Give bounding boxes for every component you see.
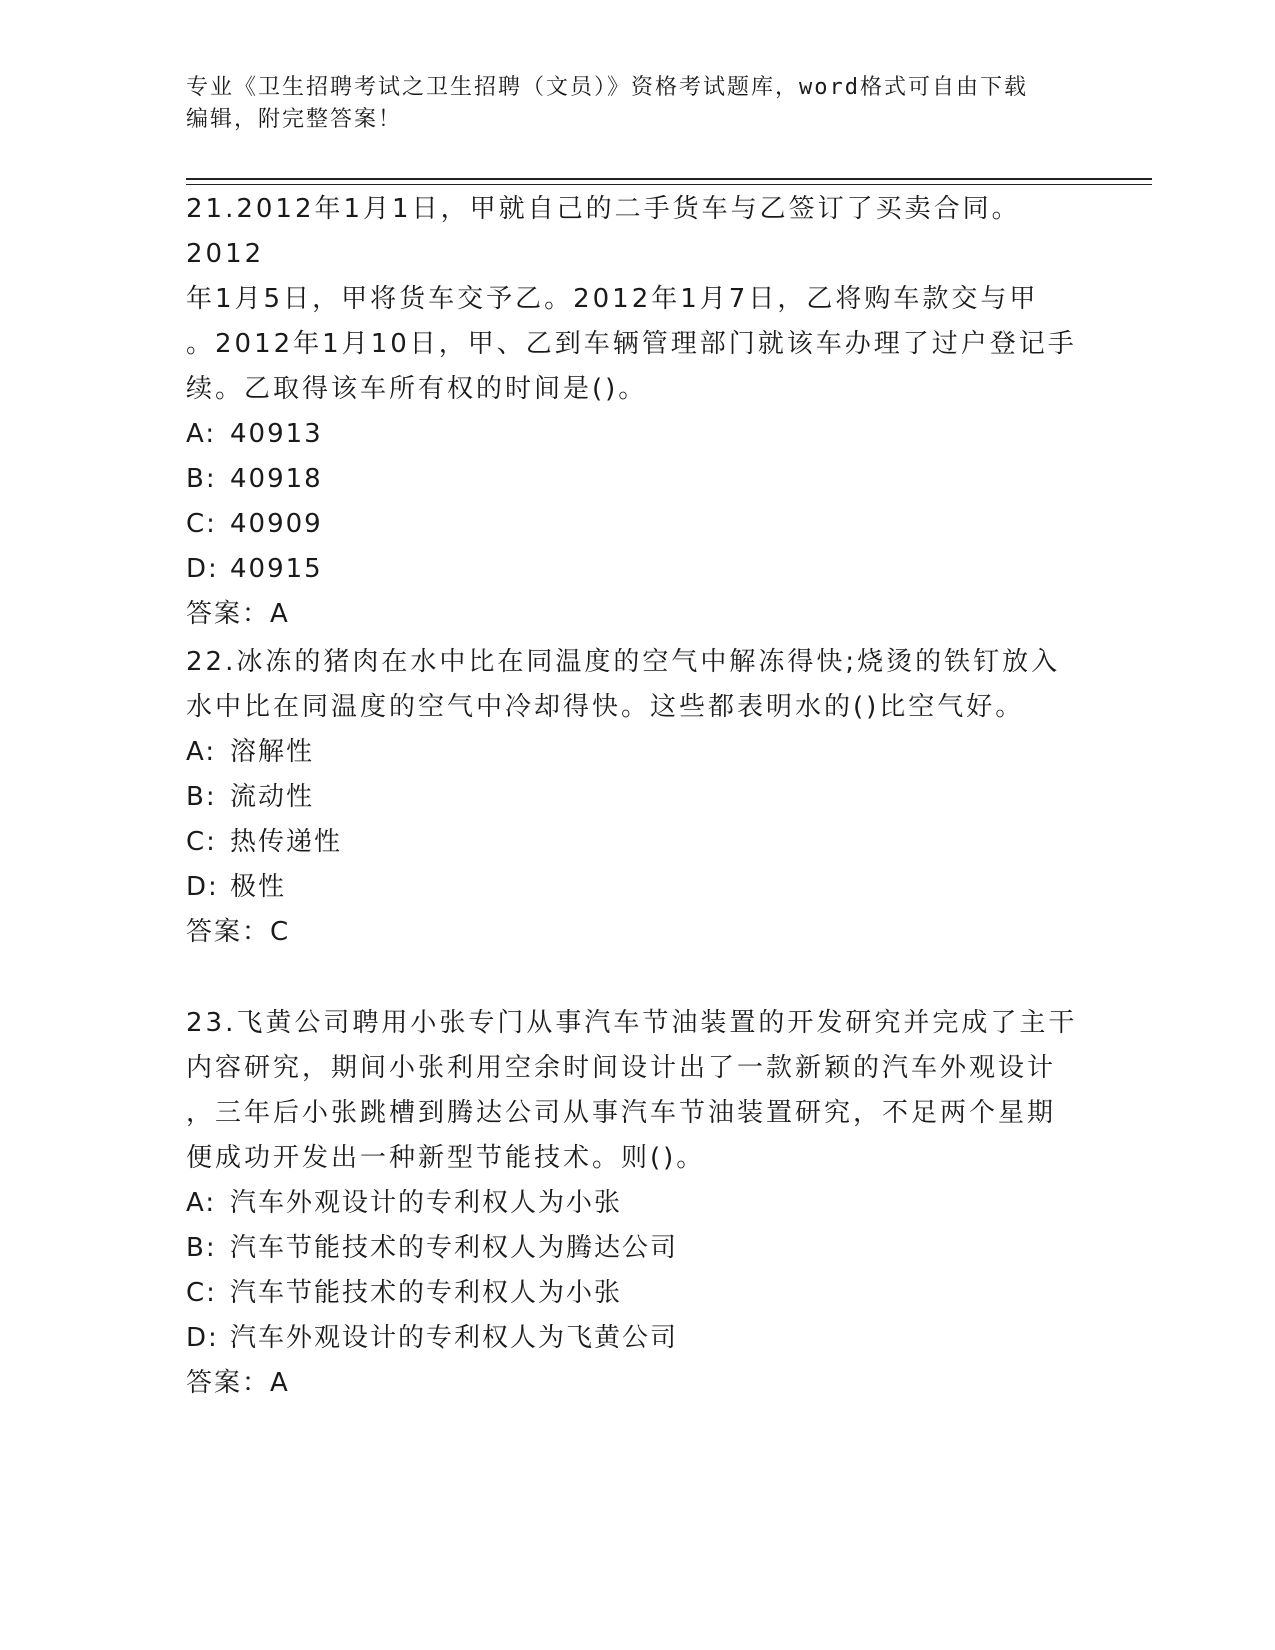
option-letter: A: xyxy=(186,737,217,767)
option-text: 汽车节能技术的专利权人为小张 xyxy=(230,1278,623,1308)
option-text: 40909 xyxy=(230,509,323,539)
question-stem: 22.冰冻的猪肉在水中比在同温度的空气中解冻得快;烧烫的铁钉放入 水中比在同温度的空气中冷却得快。这些都表明水的()比空气好。 xyxy=(186,647,1061,722)
option-letter: B: xyxy=(186,782,217,812)
question-22 xyxy=(186,640,1086,955)
option-c xyxy=(186,820,1086,865)
question-stem: 21.2012年1月1日，甲就自己的二手货车与乙签订了买卖合同。2012 年1月5日，甲将货车交予乙。2012年1月7日，乙将购车款交与甲 。2012年1月10日，甲、乙到车辆管理部门就该车办理了过户登记手 续。乙取得该车所有权的时间是()。 xyxy=(186,194,1077,404)
option-text: 汽车节能技术的专利权人为腾达公司 xyxy=(230,1233,679,1263)
option-b xyxy=(186,457,1086,502)
option-text: 流动性 xyxy=(230,782,315,812)
option-letter: B: xyxy=(186,464,217,494)
header-divider-thick xyxy=(186,178,1152,180)
question-21 xyxy=(186,187,1086,637)
option-b xyxy=(186,775,1086,820)
option-a xyxy=(186,1181,1086,1226)
option-text: 汽车外观设计的专利权人为飞黄公司 xyxy=(230,1323,679,1353)
answer-line: 答案：A xyxy=(186,1368,290,1398)
option-text: 热传递性 xyxy=(230,827,343,857)
header-divider-thin xyxy=(186,184,1152,185)
option-letter: A: xyxy=(186,1188,217,1218)
document-header: 专业《卫生招聘考试之卫生招聘（文员）》资格考试题库，word格式可自由下载 编辑，附完整答案！ xyxy=(186,75,1028,132)
option-letter: D: xyxy=(186,554,219,584)
option-letter: B: xyxy=(186,1233,217,1263)
option-c xyxy=(186,502,1086,547)
option-text: 40918 xyxy=(230,464,323,494)
option-letter: D: xyxy=(186,1323,219,1353)
option-b xyxy=(186,1226,1086,1271)
option-text: 溶解性 xyxy=(230,737,315,767)
option-c xyxy=(186,1271,1086,1316)
option-text: 汽车外观设计的专利权人为小张 xyxy=(230,1188,623,1218)
option-text: 40913 xyxy=(230,419,323,449)
option-d xyxy=(186,865,1086,910)
answer-line: 答案：C xyxy=(186,917,291,947)
question-23 xyxy=(186,1001,1086,1406)
option-letter: C: xyxy=(186,827,217,857)
option-letter: A: xyxy=(186,419,217,449)
option-a xyxy=(186,730,1086,775)
answer-line: 答案：A xyxy=(186,599,290,629)
option-text: 40915 xyxy=(230,554,323,584)
option-letter: C: xyxy=(186,1278,217,1308)
option-text: 极性 xyxy=(230,872,287,902)
option-letter: C: xyxy=(186,509,217,539)
option-d xyxy=(186,547,1086,592)
question-stem: 23.飞黄公司聘用小张专门从事汽车节油装置的开发研究并完成了主干 内容研究，期间小张利用空余时间设计出了一款新颖的汽车外观设计 ，三年后小张跳槽到腾达公司从事汽车节油装置研究，不足两个星期 便成功开发出一种新型节能技术。则()。 xyxy=(186,1008,1078,1173)
option-d xyxy=(186,1316,1086,1361)
option-a xyxy=(186,412,1086,457)
option-letter: D: xyxy=(186,872,219,902)
